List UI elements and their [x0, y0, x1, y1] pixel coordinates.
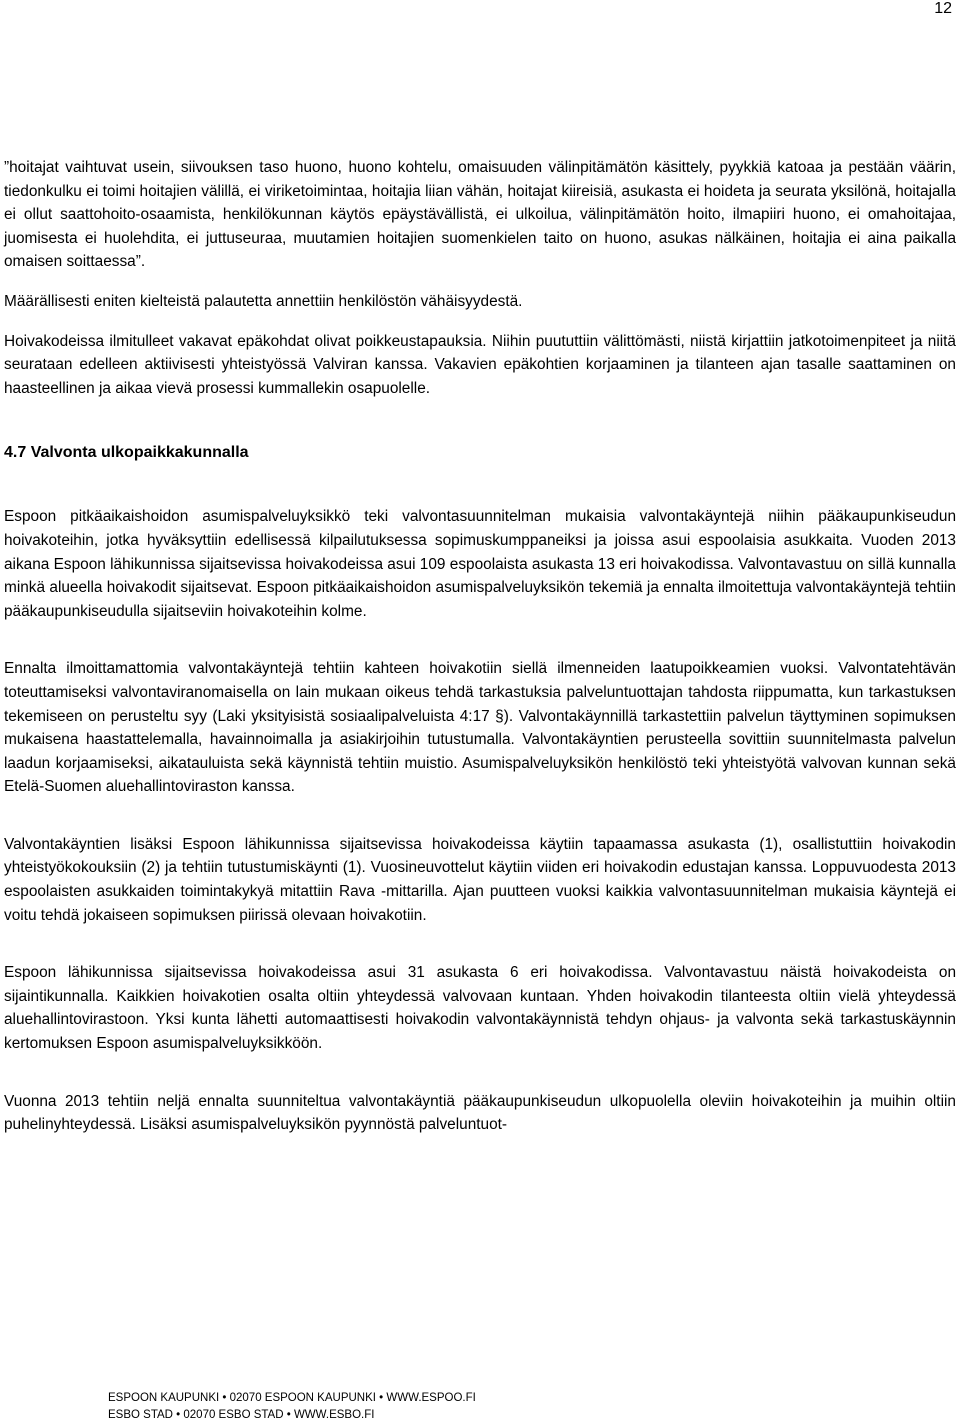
page-number: 12: [934, 0, 952, 17]
footer-line-swedish: ESBO STAD • 02070 ESBO STAD • WWW.ESBO.FI: [108, 1409, 375, 1421]
quantity-paragraph: Määrällisesti eniten kielteistä palautetta annettiin henkilöstön vähäisyydestä.: [4, 292, 523, 310]
quote-paragraph: ”hoitajat vaihtuvat usein, siivouksen taso huono, huono kohtelu, omaisuuden välinpitämätön käsittely, pyykkiä katoaa ja pestään väärin, tiedonkulku ei toimi hoitajien välillä, ei viriketoimintaa, hoitajia liian vähän, hoitajat kiireisiä, asukasta ei hoideta ja seurata yksilönä, hoitajalla ei ollut saattohoito-osaamista, henkilökunnan käytös epäystävällistä, ei ulkoilua, välinpitämätön hoito, ilmapiiri huono, ei omahoitajaa, juomisesta ei huolehdita, ei juttuseuraa, muutamien hoitajien suomenkielen taito on huono, asukas nälkäinen, hoitajia ei aina paikalla omaisen soittaessa”.: [4, 159, 956, 271]
additional-visits-paragraph: Valvontakäyntien lisäksi Espoon lähikunnissa sijaitsevissa hoivakodeissa käytiin tapaamassa asukasta (1), osallistuttiin hoivakodin yhteistyökokouksiin (2) ja tehtiin tutustumiskäynti (1). Vuosineuvottelut käytiin viiden eri hoivakodin edustajan kanssa. Loppuvuodesta 2013 espoolaisten asukkaiden toimintakykyä mitattiin Rava -mittarilla. Ajan puutteen vuoksi kaikkia valvontasuunnitelman mukaisia käyntejä ei voitu tehdä jokaiseen sopimuksen piirissä olevaan hoivakotiin.: [4, 835, 956, 924]
document-body: [4, 156, 956, 1137]
section-heading: 4.7 Valvonta ulkopaikkakunnalla: [4, 444, 249, 462]
neighbour-municipalities-paragraph: Espoon lähikunnissa sijaitsevissa hoivakodeissa asui 31 asukasta 6 eri hoivakodissa. Valvontavastuu näistä hoivakodeista on sijaintikunnalla. Kaikkien hoivakotien osalta oltiin yhteydessä valvovaan kuntaan. Yhden hoivakodin tilanteesta oltiin vielä yhteydessä aluehallintovirastoon. Yksi kunta lähetti automaattisesti hoivakodin valvontakäynnistä tehdyn ohjaus- ja valvonta sekä tarkastuskäynnin kertomuksen Espoon asumispalveluyksikköön.: [4, 964, 956, 1053]
serious-issues-paragraph: Hoivakodeissa ilmitulleet vakavat epäkohdat olivat poikkeustapauksia. Niihin puututtiin välittömästi, niistä kirjattiin jatkotoimenpiteet ja niitä seurataan edelleen aktiivisesti yhteistyössä Valviran kanssa. Vakavien epäkohtien korjaaminen ja tilanteen ajan tasalle saattaminen on haasteellinen ja aikaa vievä prosessi kummallekin osapuolelle.: [4, 332, 956, 397]
espoo-monitoring-paragraph: Espoon pitkäaikaishoidon asumispalveluyksikkö teki valvontasuunnitelman mukaisia valvontakäyntejä niihin pääkaupunkiseudun hoivakoteihin, jotka hyväksyttiin edellisessä kilpailutuksessa sopimuskumppaneiksi ja joissa asui espoolaisia asukkaita. Vuoden 2013 aikana Espoon lähikunnissa sijaitsevissa hoivakodeissa asui 109 espoolaista asukasta 13 eri hoivakodissa. Valvontavastuu on sillä kunnalla minkä alueella hoivakodit sijaitsevat. Espoon pitkäaikaishoidon asumispalveluyksikön tekemiä ja ennalta ilmoitettuja valvontakäyntejä tehtiin pääkaupunkiseudulla sijaitseviin hoivakoteihin kolme.: [4, 508, 956, 620]
footer-line-finnish: ESPOON KAUPUNKI • 02070 ESPOON KAUPUNKI • WWW.ESPOO.FI: [108, 1392, 476, 1404]
page-footer: [108, 1390, 476, 1424]
unannounced-visits-paragraph: Ennalta ilmoittamattomia valvontakäyntejä tehtiin kahteen hoivakotiin siellä ilmenneiden laatupoikkeamien vuoksi. Valvontatehtävän toteuttamiseksi valvontaviranomaisella on lain mukaan oikeus tehdä tarkastuksia palveluntuottajan tahdosta riippumatta, kun tarkastuksen tekemiseen on perusteltu syy (Laki yksityisistä sosiaalipalveluista 4:17 §). Valvontakäynnillä tarkastettiin palvelun täyttyminen sopimuksen mukaisena haastattelemalla, havainnoimalla ja asiakirjoihin tutustumalla. Valvontakäyntien perusteella sovittiin suunnitelmasta palvelun laadun korjaamiseksi, aikatauluista sekä käynnistä tehtiin muistio. Asumispalveluyksikön henkilöstö teki yhteistyötä valvovan kunnan sekä Etelä-Suomen aluehallintoviraston kanssa.: [4, 660, 956, 796]
year-2013-paragraph: Vuonna 2013 tehtiin neljä ennalta suunniteltua valvontakäyntiä pääkaupunkiseudun ulkopuolella oleviin hoivakoteihin ja muihin oltiin puhelinyhteydessä. Lisäksi asumispalveluyksikön pyynnöstä palveluntuot-: [4, 1092, 956, 1134]
